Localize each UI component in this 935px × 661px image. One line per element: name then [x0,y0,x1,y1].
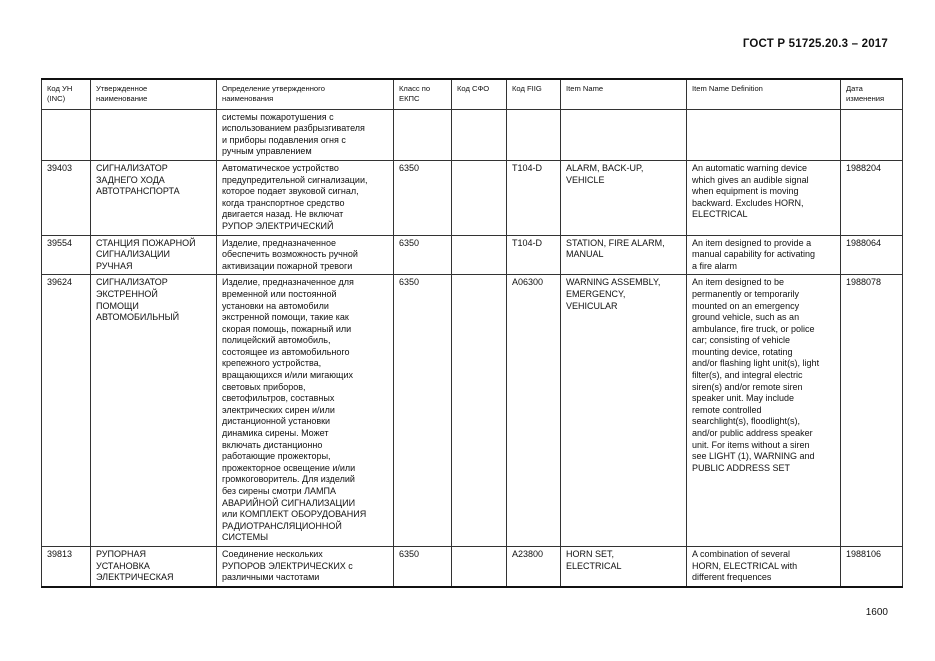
cell-item-name: ALARM, BACK-UP, VEHICLE [561,160,687,235]
cell-item-name [561,109,687,160]
table-row [42,235,903,275]
column-header-inc: Код УН (INC) [42,79,91,109]
cell-sfo [452,546,507,586]
cell-approved-name: СИГНАЛИЗАТОР ЭКСТРЕННОЙ ПОМОЩИ АВТОМОБИЛЬНЫЙ [91,275,217,547]
cell-item-definition [687,109,841,160]
catalog-table [41,78,903,588]
column-header-class: Класс по ЕКПС [394,79,452,109]
cell-item-definition: An item designed to be permanently or temporarily mounted on an emergency ground vehicle, such as an ambulance, fire truck, or police car; consisting of vehicle mounting device, rotating and/or flashing light unit(s), light filter(s), and integral electric siren(s) and/or remote siren speaker unit. May include remote controlled searchlight(s), floodlight(s), and/or public address speaker unit. For items without a siren see LIGHT (1), WARNING and PUBLIC ADDRESS SET [687,275,841,547]
cell-date [841,109,903,160]
cell-item-name: WARNING ASSEMBLY, EMERGENCY, VEHICULAR [561,275,687,547]
cell-item-definition: An item designed to provide a manual capability for activating a fire alarm [687,235,841,275]
cell-approved-name: СТАНЦИЯ ПОЖАРНОЙ СИГНАЛИЗАЦИИ РУЧНАЯ [91,235,217,275]
cell-sfo [452,160,507,235]
table-header-row [42,79,903,109]
cell-fiig: T104-D [507,235,561,275]
cell-fiig: T104-D [507,160,561,235]
cell-item-definition: An automatic warning device which gives an audible signal when equipment is moving backward. Excludes HORN, ELECTRICAL [687,160,841,235]
cell-date: 1988106 [841,546,903,586]
cell-definition: системы пожаротушения с использованием разбрызгивателя и приборы подавления огня с ручным управлением [217,109,394,160]
cell-class: 6350 [394,275,452,547]
table-row [42,109,903,160]
table-row [42,275,903,547]
column-header-date: Дата изменения [841,79,903,109]
cell-approved-name: РУПОРНАЯ УСТАНОВКА ЭЛЕКТРИЧЕСКАЯ [91,546,217,586]
table-row [42,546,903,586]
cell-class: 6350 [394,235,452,275]
cell-inc: 39403 [42,160,91,235]
cell-definition: Автоматическое устройство предупредительной сигнализации, которое подает звуковой сигнал, когда транспортное средство двигается назад. Не включат РУПОР ЭЛЕКТРИЧЕСКИЙ [217,160,394,235]
cell-definition: Соединение нескольких РУПОРОВ ЭЛЕКТРИЧЕСКИХ с различными частотами [217,546,394,586]
table-row [42,160,903,235]
cell-fiig [507,109,561,160]
cell-approved-name [91,109,217,160]
cell-inc: 39554 [42,235,91,275]
cell-fiig: A06300 [507,275,561,547]
column-header-sfo: Код СФО [452,79,507,109]
cell-fiig: A23800 [507,546,561,586]
column-header-item-definition: Item Name Definition [687,79,841,109]
cell-item-definition: A combination of several HORN, ELECTRICAL with different frequences [687,546,841,586]
cell-class: 6350 [394,160,452,235]
page-number: 1600 [865,607,888,618]
column-header-approved-name: Утвержденное наименование [91,79,217,109]
cell-inc [42,109,91,160]
cell-date: 1988064 [841,235,903,275]
column-header-fiig: Код FIIG [507,79,561,109]
cell-inc: 39624 [42,275,91,547]
cell-date: 1988078 [841,275,903,547]
cell-sfo [452,235,507,275]
cell-item-name: HORN SET, ELECTRICAL [561,546,687,586]
cell-sfo [452,275,507,547]
cell-item-name: STATION, FIRE ALARM, MANUAL [561,235,687,275]
cell-date: 1988204 [841,160,903,235]
cell-definition: Изделие, предназначенное обеспечить возможность ручной активизации пожарной тревоги [217,235,394,275]
cell-inc: 39813 [42,546,91,586]
cell-approved-name: СИГНАЛИЗАТОР ЗАДНЕГО ХОДА АВТОТРАНСПОРТА [91,160,217,235]
cell-class: 6350 [394,546,452,586]
column-header-definition: Определение утвержденного наименования [217,79,394,109]
cell-definition: Изделие, предназначенное для временной или постоянной установки на автомобили экстренной помощи, такие как скорая помощь, пожарный или полицейский автомобиль, состоящее из автомобильного крепежного устройства, вращающихся и/или мигающих световых приборов, светофильтров, составных электрических сирен и/или дистанционной установки динамика сирены. Может включать дистанционно работающие прожекторы, прожекторное освещение и/или громкоговоритель. Для изделий без сирены смотри ЛАМПА АВАРИЙНОЙ СИГНАЛИЗАЦИИ или КОМПЛЕКТ ОБОРУДОВАНИЯ РАДИОТРАНСЛЯЦИОННОЙ СИСТЕМЫ [217,275,394,547]
cell-sfo [452,109,507,160]
cell-class [394,109,452,160]
column-header-item-name: Item Name [561,79,687,109]
document-code: ГОСТ Р 51725.20.3 – 2017 [742,38,888,50]
